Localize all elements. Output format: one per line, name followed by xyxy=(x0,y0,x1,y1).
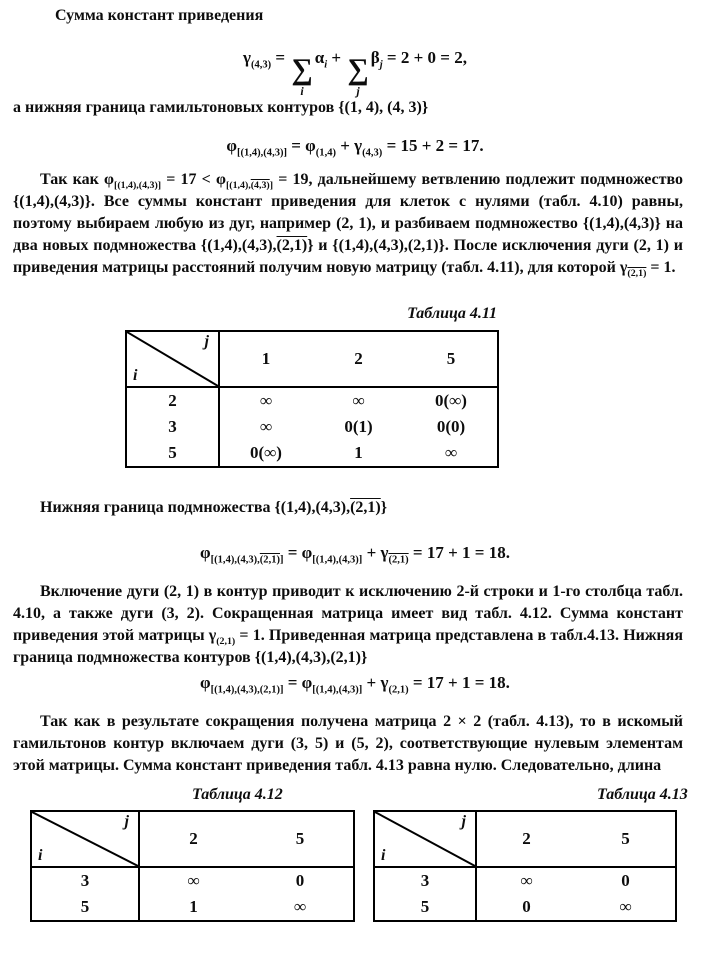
table-caption-4-13: Таблица 4.13 xyxy=(597,786,688,803)
table-header-row xyxy=(374,811,676,867)
corner-cell xyxy=(374,811,476,867)
formula-phi-14-43: $\varphi_{[(1,4),(4,3)]} = \varphi_{(1,4)} + \gamma_{(4,3)} = 15 + 2 = 17$. xyxy=(226,136,484,159)
col-var-label: j xyxy=(124,813,129,830)
heading-line: Сумма констант приведения xyxy=(55,7,264,24)
table-cell: ∞ xyxy=(293,897,307,916)
table-cell: 0 xyxy=(621,871,630,890)
row-header: 3 xyxy=(126,414,219,440)
row-header: 5 xyxy=(31,894,139,921)
row-header: 3 xyxy=(374,867,476,894)
col-var-label: j xyxy=(461,813,466,830)
table-cell: ∞ xyxy=(187,871,200,890)
table-cell: ∞ xyxy=(520,871,533,890)
row-header: 3 xyxy=(31,867,139,894)
table-cell: ∞ xyxy=(619,897,632,916)
paragraph-result: Так как в результате сокращения получена матрица 2 × 2 (табл. 4.13), то в искомый гамильтонов контур включаем дуги (3, 5) и (5, 2), соответствующие нулевым элементам этой матрицы. Сумма констант приведения табл. 4.13 равна нулю. Следовательно, длина xyxy=(13,713,683,774)
paragraph-inclusion: Включение дуги (2, 1) в контур приводит к исключению 2-й строки и 1-го столбца табл. 4.10, а также дуги (3, 2). Сокращенная матрица имеет вид табл. 4.12. Сумма констант приведения этой матрицы $\gamma_{(2,1)} = 1$. Приведенная матрица представлена в табл.4.13. Нижняя граница подмножества контуров {(1,4),(4,3),(2,1)} xyxy=(13,583,683,666)
table-cell: ∞ xyxy=(444,443,458,462)
col-header: 5 xyxy=(247,811,354,867)
table-row xyxy=(374,894,676,921)
line-subset-bound: Нижняя граница подмножества {(1,4),(4,3),(2,1)} xyxy=(40,499,388,516)
table-cell: ∞ xyxy=(259,391,273,410)
table-header-row xyxy=(126,331,498,387)
table-row xyxy=(374,867,676,894)
row-header: 5 xyxy=(126,440,219,467)
table-4-13 xyxy=(373,810,677,922)
table-4-12 xyxy=(30,810,355,922)
corner-cell xyxy=(126,331,219,387)
row-header: 2 xyxy=(126,387,219,414)
row-var-label: i xyxy=(133,367,138,384)
table-cell: ∞ xyxy=(352,391,365,410)
table-caption-4-11: Таблица 4.11 xyxy=(407,305,497,322)
corner-cell xyxy=(31,811,139,867)
col-header: 1 xyxy=(219,331,312,387)
formula-phi-excl-21: $\varphi_{[(1,4),(4,3),(2,1)]} = \varphi_{[(1,4),(4,3)]} + \gamma_{(2,1)} = 17 + 1 = 18$. xyxy=(200,543,510,566)
row-header: 5 xyxy=(374,894,476,921)
col-header: 2 xyxy=(312,331,405,387)
row-var-label: i xyxy=(381,847,386,864)
table-cell: 0 xyxy=(295,871,305,890)
table-row xyxy=(126,414,498,440)
table-cell: 0(∞) xyxy=(250,443,282,462)
table-cell: 0(∞) xyxy=(435,391,467,410)
table-cell: 1 xyxy=(189,897,198,916)
col-header: 5 xyxy=(405,331,498,387)
formula-phi-incl-21: $\varphi_{[(1,4),(4,3),(2,1)]} = \varphi_{[(1,4),(4,3)]} + \gamma_{(2,1)} = 17 + 1 = 18$. xyxy=(200,673,510,696)
row-var-label: i xyxy=(38,847,43,864)
table-row xyxy=(31,867,354,894)
table-cell: 0 xyxy=(522,897,531,916)
col-header: 5 xyxy=(576,811,676,867)
formula-gamma-sum: $\gamma_{(4,3)}$ = ∑ i $\alpha_i$ + ∑ j $\beta_j = 2 + 0 = 2$, xyxy=(243,48,467,98)
table-cell: 0(1) xyxy=(344,417,373,436)
table-header-row xyxy=(31,811,354,867)
line-lower-bound: а нижняя граница гамильтоновых контуров {(1, 4), (4, 3)} xyxy=(13,99,429,116)
table-cell: 0(0) xyxy=(436,417,466,436)
diagonal-line xyxy=(375,812,475,866)
paragraph-branching: Так как $\varphi_{[(1,4),(4,3)]} = 17 < \varphi_{[(1,4),(4,3)]} = 19$, дальнейшему ветвлению подлежит подмножество {(1,4),(4,3)}. Все суммы констант приведения для клеток с нулями (табл. 4.10) равны, поэтому выбираем любую из дуг, например (2, 1), и разбиваем подмножество {(1,4),(4,3)} на два новых подмножества {(1,4),(4,3),(2,1)} и {(1,4),(4,3),(2,1)}. После исключения дуги (2, 1) и приведения матрицы расстояний получим новую матрицу (табл. 4.11), для которой $\gamma_{(2,1)} = 1$. xyxy=(13,171,684,280)
col-header: 2 xyxy=(139,811,247,867)
table-caption-4-12: Таблица 4.12 xyxy=(192,786,283,803)
table-cell: 1 xyxy=(354,443,363,462)
col-var-label: j xyxy=(204,333,209,350)
col-header: 2 xyxy=(476,811,576,867)
table-row xyxy=(31,894,354,921)
table-row xyxy=(126,387,498,414)
table-cell: ∞ xyxy=(259,417,273,436)
diagonal-line xyxy=(32,812,138,866)
table-4-11 xyxy=(125,330,499,468)
table-row xyxy=(126,440,498,467)
